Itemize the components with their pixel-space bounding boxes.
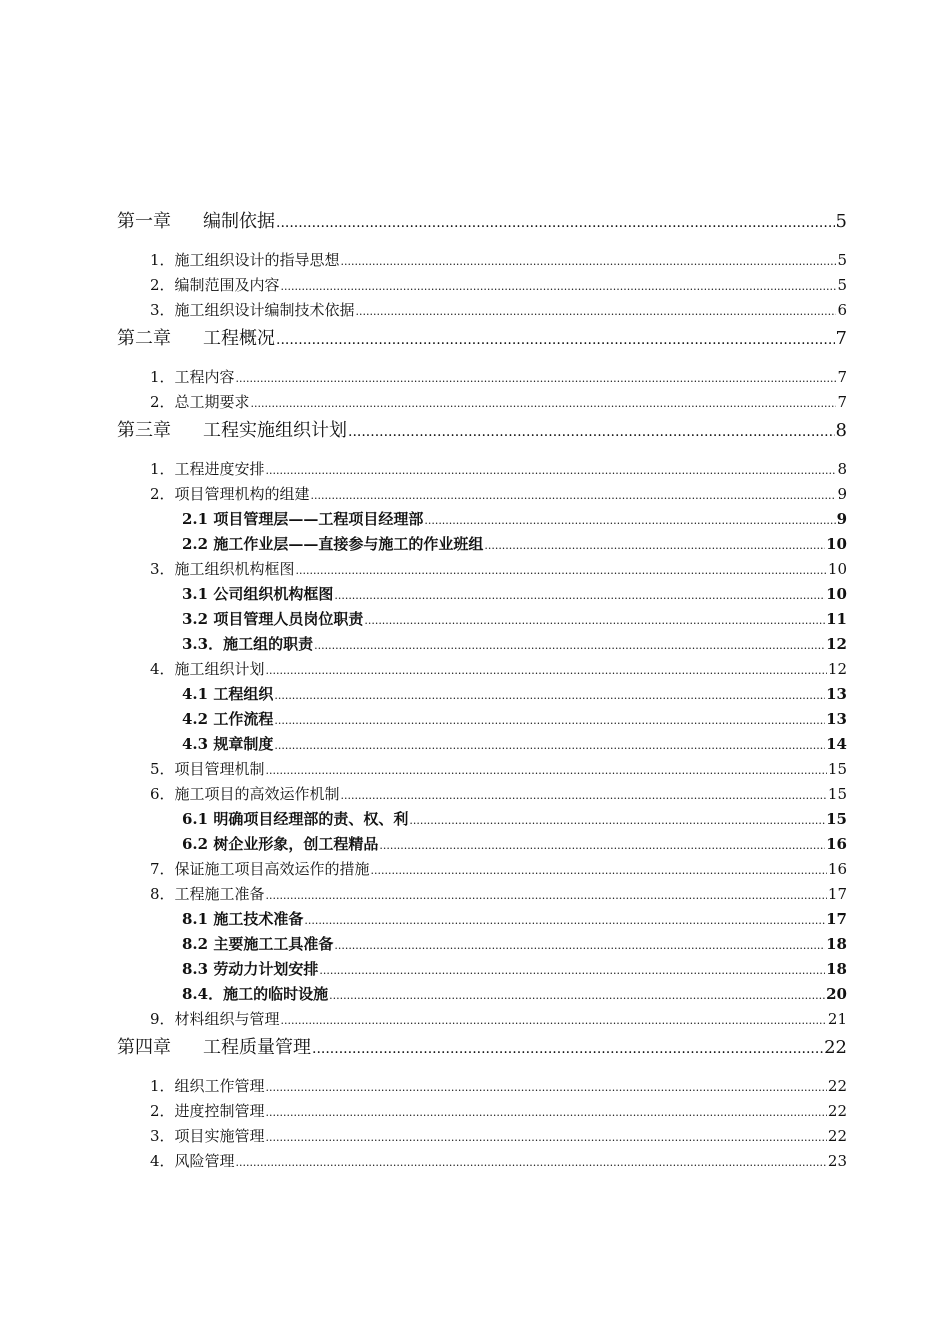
chapter-title: 工程实施组织计划 bbox=[203, 420, 347, 441]
toc-entry-title: 2．项目管理机构的组建 bbox=[150, 485, 310, 503]
toc-section-entry[interactable] bbox=[117, 1007, 847, 1032]
toc-page-number: 20 bbox=[826, 985, 847, 1003]
toc-section-entry[interactable] bbox=[117, 632, 847, 657]
toc-entry-title: 3．施工组织机构框图 bbox=[150, 560, 295, 578]
toc-chapter-entry[interactable] bbox=[117, 415, 847, 447]
toc-entry-title bbox=[117, 323, 275, 355]
toc-page-number: 12 bbox=[827, 660, 847, 678]
toc-page-number: 18 bbox=[826, 935, 847, 953]
toc-entry-title bbox=[117, 1032, 311, 1064]
toc-entry-title: 4.3 规章制度 bbox=[182, 735, 274, 753]
toc-page-number: 10 bbox=[826, 535, 847, 553]
dot-leader bbox=[379, 833, 825, 858]
toc-section-entry[interactable] bbox=[117, 657, 847, 682]
toc-entry-title bbox=[117, 415, 347, 447]
dot-leader bbox=[311, 483, 837, 508]
chapter-title: 工程概况 bbox=[203, 328, 275, 349]
toc-section-entry[interactable] bbox=[117, 757, 847, 782]
toc-entry-title: 1．组织工作管理 bbox=[150, 1077, 265, 1095]
dot-leader bbox=[304, 908, 825, 933]
toc-section-entry[interactable] bbox=[117, 607, 847, 632]
toc-page-number: 9 bbox=[836, 510, 847, 528]
toc-section-entry[interactable] bbox=[117, 557, 847, 582]
dot-leader bbox=[236, 366, 837, 391]
toc-page-number: 16 bbox=[827, 860, 847, 878]
dot-leader bbox=[296, 558, 827, 583]
toc-entry-title: 4．风险管理 bbox=[150, 1152, 235, 1170]
toc-entry-title: 8．工程施工准备 bbox=[150, 885, 265, 903]
spacer bbox=[117, 355, 847, 365]
toc-section-entry[interactable] bbox=[117, 1149, 847, 1174]
chapter-number: 第四章 bbox=[117, 1037, 171, 1058]
dot-leader bbox=[341, 783, 827, 808]
toc-section-entry[interactable] bbox=[117, 532, 847, 557]
toc-page-number: 10 bbox=[827, 560, 847, 578]
table-of-contents bbox=[117, 206, 847, 1174]
dot-leader bbox=[409, 808, 825, 833]
toc-page-number: 9 bbox=[837, 485, 847, 503]
toc-page-number: 21 bbox=[827, 1010, 847, 1028]
toc-section-entry[interactable] bbox=[117, 907, 847, 932]
toc-section-entry[interactable] bbox=[117, 932, 847, 957]
toc-entry-title: 2.2 施工作业层——直接参与施工的作业班组 bbox=[182, 535, 484, 553]
dot-leader bbox=[334, 583, 825, 608]
dot-leader bbox=[266, 458, 837, 483]
toc-section-entry[interactable] bbox=[117, 507, 847, 532]
chapter-number: 第三章 bbox=[117, 420, 171, 441]
toc-page-number: 23 bbox=[827, 1152, 847, 1170]
dot-leader bbox=[274, 708, 825, 733]
toc-page-number: 17 bbox=[827, 885, 847, 903]
dot-leader bbox=[371, 858, 827, 883]
toc-entry-title: 3．施工组织设计编制技术依据 bbox=[150, 301, 355, 319]
dot-leader bbox=[236, 1150, 827, 1175]
toc-entry-title: 3.2 项目管理人员岗位职责 bbox=[182, 610, 364, 628]
dot-leader bbox=[274, 733, 825, 758]
toc-section-entry[interactable] bbox=[117, 582, 847, 607]
toc-chapter-entry[interactable] bbox=[117, 206, 847, 238]
toc-section-entry[interactable] bbox=[117, 298, 847, 323]
dot-leader bbox=[424, 508, 835, 533]
toc-entry-title: 8.1 施工技术准备 bbox=[182, 910, 304, 928]
toc-entry-title: 1．工程内容 bbox=[150, 368, 235, 386]
toc-entry-title: 5．项目管理机制 bbox=[150, 760, 265, 778]
toc-entry-title: 9．材料组织与管理 bbox=[150, 1010, 280, 1028]
dot-leader bbox=[484, 533, 825, 558]
dot-leader bbox=[266, 1075, 827, 1100]
dot-leader bbox=[312, 1033, 823, 1065]
toc-page-number: 16 bbox=[826, 835, 847, 853]
chapter-title: 工程质量管理 bbox=[203, 1037, 311, 1058]
toc-section-entry[interactable] bbox=[117, 457, 847, 482]
dot-leader bbox=[364, 608, 825, 633]
dot-leader bbox=[334, 933, 825, 958]
toc-page-number: 6 bbox=[837, 301, 847, 319]
toc-entry-title: 6.1 明确项目经理部的责、权、利 bbox=[182, 810, 409, 828]
dot-leader bbox=[266, 758, 827, 783]
dot-leader bbox=[281, 274, 837, 299]
toc-page-number: 15 bbox=[827, 760, 847, 778]
dot-leader bbox=[329, 983, 825, 1008]
toc-section-entry[interactable] bbox=[117, 273, 847, 298]
chapter-number: 第二章 bbox=[117, 328, 171, 349]
toc-section-entry[interactable] bbox=[117, 857, 847, 882]
dot-leader bbox=[314, 633, 825, 658]
spacer bbox=[117, 238, 847, 248]
toc-section-entry[interactable] bbox=[117, 832, 847, 857]
toc-section-entry[interactable] bbox=[117, 248, 847, 273]
toc-section-entry[interactable] bbox=[117, 682, 847, 707]
toc-page-number: 8 bbox=[835, 420, 847, 441]
dot-leader bbox=[319, 958, 825, 983]
toc-entry-title: 8.3 劳动力计划安排 bbox=[182, 960, 319, 978]
toc-page-number: 11 bbox=[826, 610, 847, 628]
toc-entry-title: 1．施工组织设计的指导思想 bbox=[150, 251, 340, 269]
spacer bbox=[117, 1064, 847, 1074]
toc-page-number: 13 bbox=[826, 685, 847, 703]
toc-chapter-entry[interactable] bbox=[117, 323, 847, 355]
toc-section-entry[interactable] bbox=[117, 807, 847, 832]
chapter-number: 第一章 bbox=[117, 211, 171, 232]
dot-leader bbox=[266, 658, 827, 683]
toc-entry-title bbox=[117, 206, 275, 238]
toc-page-number: 22 bbox=[827, 1077, 847, 1095]
toc-page-number: 5 bbox=[837, 276, 847, 294]
toc-entry-title: 2．进度控制管理 bbox=[150, 1102, 265, 1120]
toc-page-number: 22 bbox=[824, 1037, 847, 1058]
toc-entry-title: 7．保证施工项目高效运作的措施 bbox=[150, 860, 370, 878]
toc-entry-title: 8.2 主要施工工具准备 bbox=[182, 935, 334, 953]
toc-section-entry[interactable] bbox=[117, 1124, 847, 1149]
toc-section-entry[interactable] bbox=[117, 390, 847, 415]
toc-page-number: 10 bbox=[826, 585, 847, 603]
spacer bbox=[117, 447, 847, 457]
toc-section-entry[interactable] bbox=[117, 707, 847, 732]
toc-page-number: 15 bbox=[827, 785, 847, 803]
toc-section-entry[interactable] bbox=[117, 782, 847, 807]
toc-entry-title: 2.1 项目管理层——工程项目经理部 bbox=[182, 510, 424, 528]
toc-page-number: 13 bbox=[826, 710, 847, 728]
toc-section-entry[interactable] bbox=[117, 882, 847, 907]
toc-page-number: 17 bbox=[826, 910, 847, 928]
toc-entry-title: 1．工程进度安排 bbox=[150, 460, 265, 478]
toc-section-entry[interactable] bbox=[117, 482, 847, 507]
chapter-title: 编制依据 bbox=[203, 211, 275, 232]
toc-page-number: 7 bbox=[837, 393, 847, 411]
toc-entry-title: 6.2 树企业形象，创工程精品 bbox=[182, 835, 379, 853]
toc-page-number: 15 bbox=[826, 810, 847, 828]
toc-entry-title: 2．总工期要求 bbox=[150, 393, 250, 411]
toc-entry-title: 4．施工组织计划 bbox=[150, 660, 265, 678]
toc-section-entry[interactable] bbox=[117, 732, 847, 757]
toc-page-number: 7 bbox=[835, 328, 847, 349]
toc-entry-title: 3.1 公司组织机构框图 bbox=[182, 585, 334, 603]
toc-page-number: 7 bbox=[837, 368, 847, 386]
dot-leader bbox=[356, 299, 837, 324]
toc-page-number: 8 bbox=[837, 460, 847, 478]
toc-section-entry[interactable] bbox=[117, 1074, 847, 1099]
toc-page-number: 14 bbox=[826, 735, 847, 753]
dot-leader bbox=[348, 416, 835, 448]
toc-entry-title: 8.4．施工的临时设施 bbox=[182, 985, 329, 1003]
dot-leader bbox=[276, 207, 835, 239]
dot-leader bbox=[266, 883, 827, 908]
dot-leader bbox=[276, 324, 835, 356]
toc-page-number: 5 bbox=[835, 211, 847, 232]
toc-section-entry[interactable] bbox=[117, 365, 847, 390]
toc-page-number: 5 bbox=[837, 251, 847, 269]
toc-entry-title: 3．项目实施管理 bbox=[150, 1127, 265, 1145]
toc-page-number: 22 bbox=[827, 1102, 847, 1120]
dot-leader bbox=[281, 1008, 827, 1033]
toc-page-number: 12 bbox=[826, 635, 847, 653]
dot-leader bbox=[251, 391, 837, 416]
dot-leader bbox=[274, 683, 825, 708]
toc-entry-title: 4.1 工程组织 bbox=[182, 685, 274, 703]
toc-chapter-entry[interactable] bbox=[117, 1032, 847, 1064]
toc-page-number: 18 bbox=[826, 960, 847, 978]
dot-leader bbox=[266, 1100, 827, 1125]
toc-entry-title: 2．编制范围及内容 bbox=[150, 276, 280, 294]
toc-entry-title: 6．施工项目的高效运作机制 bbox=[150, 785, 340, 803]
dot-leader bbox=[341, 249, 837, 274]
toc-entry-title: 4.2 工作流程 bbox=[182, 710, 274, 728]
toc-section-entry[interactable] bbox=[117, 1099, 847, 1124]
dot-leader bbox=[266, 1125, 827, 1150]
toc-page-number: 22 bbox=[827, 1127, 847, 1145]
toc-section-entry[interactable] bbox=[117, 982, 847, 1007]
toc-entry-title: 3.3．施工组的职责 bbox=[182, 635, 314, 653]
toc-section-entry[interactable] bbox=[117, 957, 847, 982]
